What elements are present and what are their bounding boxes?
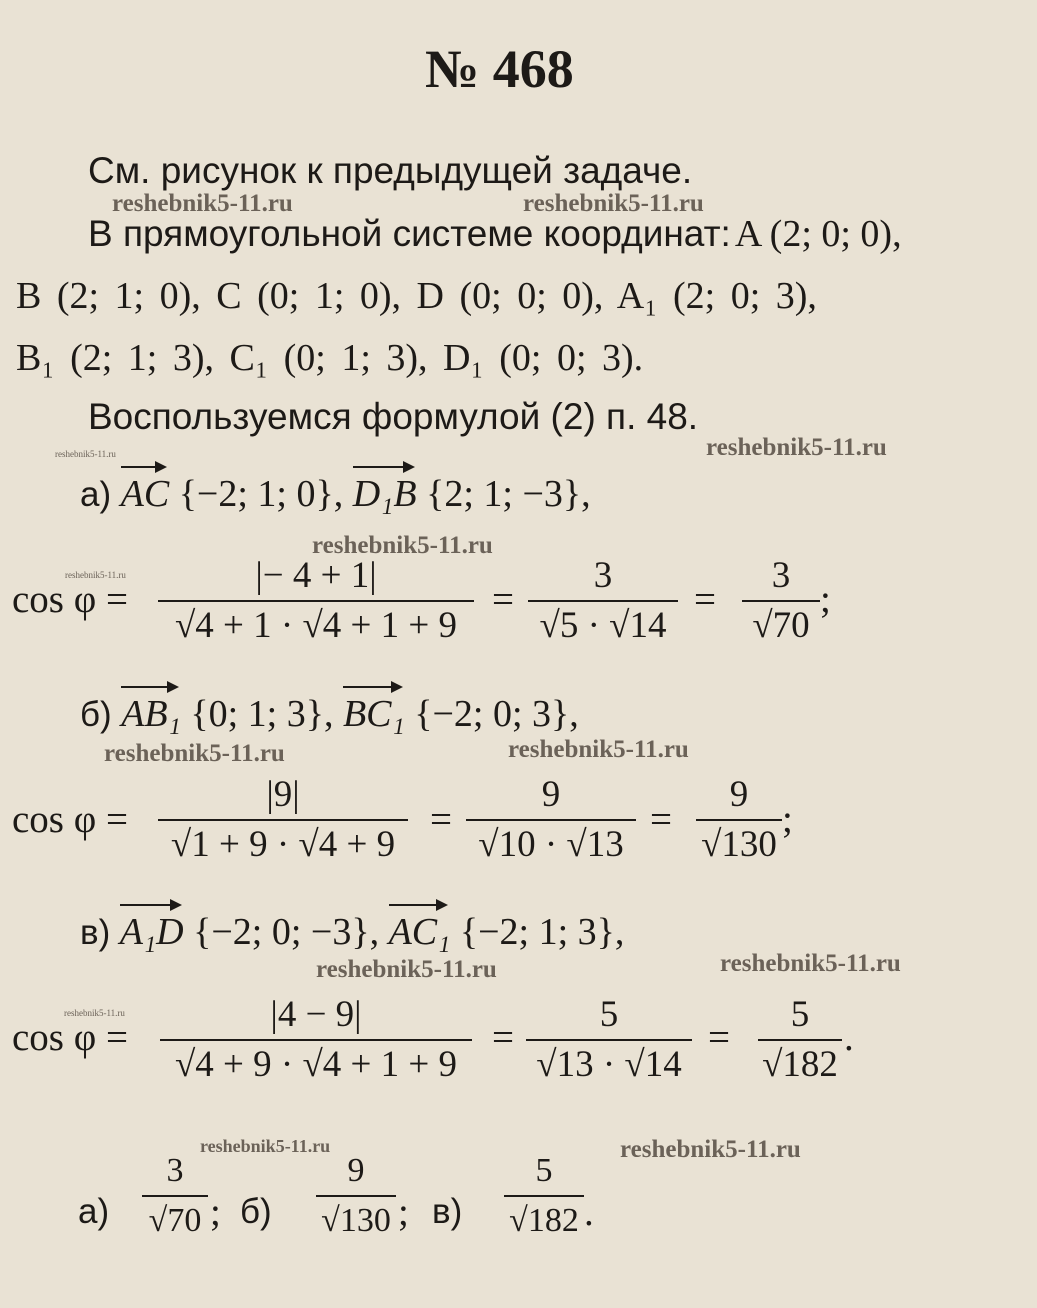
watermark: reshebnik5-11.ru	[720, 950, 901, 977]
vector-d1b-coords: {2; 1; −3},	[426, 473, 591, 515]
watermark-small: reshebnik5-11.ru	[65, 570, 126, 580]
fraction-c-2	[526, 994, 692, 1086]
intro-line-5: Воспользуемся формулой (2) п. 48.	[88, 396, 699, 437]
fraction-b-1-den: √1 + 9 · √4 + 9	[170, 824, 396, 865]
vector-ac: AC	[121, 458, 170, 516]
watermark: reshebnik5-11.ru	[316, 956, 497, 983]
answer-sep-2: ;	[398, 1191, 409, 1234]
period: .	[844, 1016, 854, 1059]
fraction-b-3	[696, 774, 782, 866]
part-b-vectors	[80, 678, 579, 736]
vector-bc1: BC₁	[343, 678, 405, 736]
watermark: reshebnik5-11.ru	[706, 434, 887, 461]
answer-b-label: б)	[240, 1192, 272, 1231]
equals: =	[708, 1016, 730, 1059]
answer-a-fraction	[142, 1150, 208, 1242]
part-b-label: б)	[80, 695, 112, 734]
fraction-a-1	[158, 555, 474, 647]
part-c-vectors	[80, 896, 624, 954]
watermark: reshebnik5-11.ru	[620, 1136, 801, 1163]
fraction-c-1-num: |4 − 9|	[270, 994, 362, 1035]
answer-end: .	[584, 1191, 594, 1234]
part-a-label: а)	[80, 475, 112, 514]
answer-c-label: в)	[432, 1192, 463, 1231]
fraction-b-2-den: √10 · √13	[478, 824, 624, 865]
watermark: reshebnik5-11.ru	[508, 736, 689, 763]
fraction-c-3-den: √182	[762, 1044, 838, 1085]
answer-b-fraction	[316, 1150, 396, 1242]
fraction-c-2-num: 5	[599, 994, 619, 1035]
fraction-a-3-den: √70	[752, 605, 810, 646]
vector-ac-coords: {−2; 1; 0},	[178, 473, 344, 515]
vector-d1b: D₁B	[353, 458, 417, 516]
answer-sep-1: ;	[210, 1191, 221, 1234]
answer-a-den: √70	[148, 1202, 202, 1239]
watermark: reshebnik5-11.ru	[104, 740, 285, 767]
answer-c-fraction	[504, 1150, 584, 1242]
fraction-c-3-num: 5	[790, 994, 810, 1035]
vector-a1d: A₁D	[120, 896, 184, 954]
fraction-a-2-num: 3	[593, 555, 613, 596]
intro-line-2	[88, 212, 902, 256]
fraction-a-3-num: 3	[771, 555, 791, 596]
watermark-small: reshebnik5-11.ru	[55, 449, 116, 459]
fraction-b-3-den: √130	[701, 824, 777, 865]
cos-label-b: cos φ =	[12, 798, 128, 841]
watermark: reshebnik5-11.ru	[200, 1136, 331, 1156]
fraction-b-3-num: 9	[729, 774, 749, 815]
equals: =	[492, 578, 514, 621]
answer-a-label: а)	[78, 1192, 110, 1231]
part-a-vectors	[80, 458, 591, 516]
equals: =	[492, 1016, 514, 1059]
fraction-a-2-den: √5 · √14	[539, 605, 667, 646]
fraction-b-1	[158, 774, 408, 866]
answer-b-den: √130	[321, 1202, 391, 1239]
fraction-b-2	[466, 774, 636, 866]
equals: =	[694, 578, 716, 621]
watermark-small: reshebnik5-11.ru	[64, 1008, 125, 1018]
watermark: reshebnik5-11.ru	[523, 190, 704, 217]
watermark: reshebnik5-11.ru	[312, 532, 493, 559]
cos-label-a: cos φ =	[12, 578, 128, 621]
vector-bc1-coords: {−2; 0; 3},	[414, 693, 579, 735]
intro-line-3: B (2; 1; 0), C (0; 1; 0), D (0; 0; 0), A₁ (2; 0; 3),	[16, 275, 817, 317]
fraction-b-1-num: |9|	[266, 774, 300, 815]
fraction-a-1-num: |− 4 + 1|	[255, 555, 377, 596]
vector-ac1-coords: {−2; 1; 3},	[459, 911, 625, 953]
answer-a-num: 3	[166, 1152, 184, 1189]
semicolon: ;	[820, 578, 831, 621]
answer-b-num: 9	[347, 1152, 365, 1189]
intro-line-4: B₁ (2; 1; 3), C₁ (0; 1; 3), D₁ (0; 0; 3).	[16, 337, 644, 379]
watermark: reshebnik5-11.ru	[112, 190, 293, 217]
cos-label-c: cos φ =	[12, 1016, 128, 1059]
fraction-c-3	[758, 994, 842, 1086]
fraction-a-1-den: √4 + 1 · √4 + 1 + 9	[174, 605, 458, 646]
vector-a1d-coords: {−2; 0; −3},	[193, 911, 380, 953]
vector-ab1-coords: {0; 1; 3},	[190, 693, 334, 735]
equals: =	[430, 798, 452, 841]
vector-ac1: AC₁	[389, 896, 451, 954]
vector-ab1: AB₁	[121, 678, 181, 736]
fraction-a-3	[742, 555, 820, 647]
fraction-c-2-den: √13 · √14	[536, 1044, 682, 1085]
fraction-c-1	[160, 994, 472, 1086]
answer-c-num: 5	[535, 1152, 553, 1189]
fraction-a-2	[528, 555, 678, 647]
point-a: A (2; 0; 0),	[734, 213, 902, 255]
problem-title: № 468	[425, 39, 574, 99]
intro-line-2-text: В прямоугольной системе координат:	[88, 213, 731, 254]
equals: =	[650, 798, 672, 841]
part-c-label: в)	[80, 913, 111, 952]
fraction-b-2-num: 9	[541, 774, 561, 815]
intro-line-1: См. рисунок к предыдущей задаче.	[88, 150, 693, 191]
answer-c-den: √182	[509, 1202, 579, 1239]
semicolon: ;	[782, 798, 793, 841]
fraction-c-1-den: √4 + 9 · √4 + 1 + 9	[174, 1044, 458, 1085]
